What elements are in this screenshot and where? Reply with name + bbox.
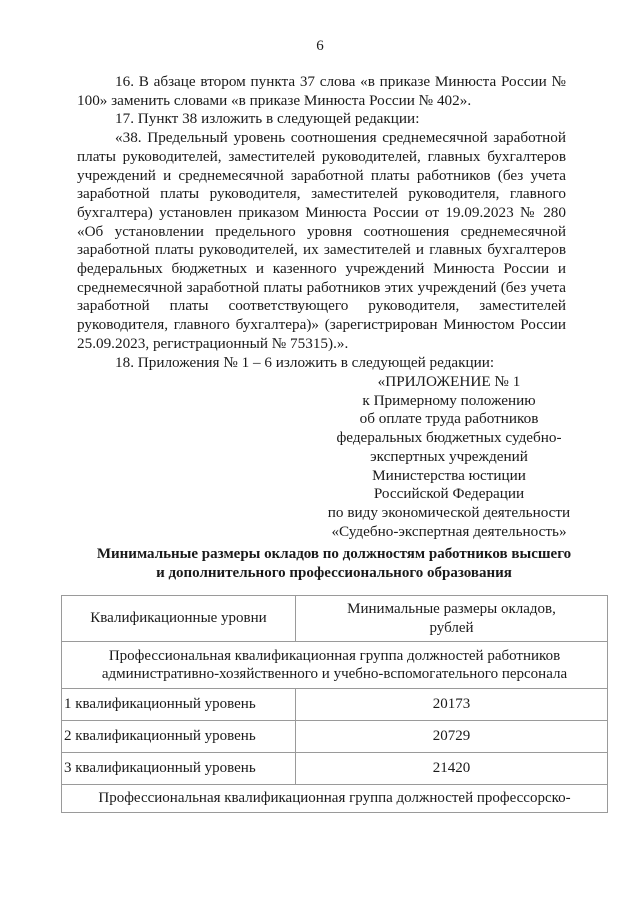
group-row (62, 785, 608, 813)
level-cell: 2 квалификационный уровень (62, 721, 296, 753)
column-header-salary-text: Минимальные размеры окладов, рублей (347, 601, 556, 636)
table-row (62, 689, 608, 721)
salary-cell: 20173 (296, 689, 608, 721)
table-title-line: Минимальные размеры окладов по должностям работников высшего (96, 546, 572, 562)
document-body (77, 73, 566, 372)
group-label: Профессиональная квалификационная группа должностей профессорско- (62, 785, 608, 813)
paragraph-18: 18. Приложения № 1 – 6 изложить в следующей редакции: (115, 353, 495, 371)
column-header-salary (296, 596, 608, 642)
group-label-text: Профессиональная квалификационная группа должностей работников административно-хозяйственного и учебно-вспомогательного персонала (101, 647, 568, 682)
group-label (62, 642, 608, 689)
salary-table (61, 595, 608, 813)
table-title (61, 545, 607, 582)
group-row (62, 642, 608, 689)
appendix-line: по виду экономической деятельности (327, 503, 571, 521)
appendix-line: Российской Федерации (373, 485, 525, 503)
appendix-line: Министерства юстиции (372, 466, 526, 484)
paragraph-16: 16. В абзаце втором пункта 37 слова «в приказе Минюста России № 100» заменить словами «в приказе Минюста России № 402». (77, 73, 566, 109)
appendix-line: федеральных бюджетных судебно- (336, 429, 562, 447)
paragraph-38-quote: «38. Предельный уровень соотношения среднемесячной заработной платы руководителей, заместителей руководителей, главных бухгалтеров учреждений и среднемесячной заработной платы работников (без учета заработной платы руководителя, заместителей руководителя, главного бухгалтера) установлен приказом Минюста России от 19.09.2023 № 280 «Об установлении предельного уровня соотношения среднемесячной заработной платы руководителей, их заместителей и главных бухгалтеров федеральных бюджетных и казенного учреждений Минюста России и среднемесячной заработной платы работников этих учреждений (без учета заработной платы соответствующего руководителя, заместителей руководителя, главного бухгалтера)» (зарегистрирован Минюстом России 25.09.2023, регистрационный № 75315).». (77, 129, 566, 352)
appendix-line: к Примерному положению (362, 391, 536, 409)
appendix-line: «ПРИЛОЖЕНИЕ № 1 (377, 373, 521, 390)
appendix-heading (318, 373, 580, 541)
page-number: 6 (316, 38, 324, 54)
appendix-line: «Судебно-экспертная деятельность» (331, 522, 567, 540)
table-header-row (62, 596, 608, 642)
column-header-levels: Квалификационные уровни (62, 596, 296, 642)
salary-cell: 21420 (296, 753, 608, 785)
level-cell: 1 квалификационный уровень (62, 689, 296, 721)
paragraph-17: 17. Пункт 38 изложить в следующей редакции: (115, 110, 420, 128)
appendix-line: об оплате труда работников (359, 410, 539, 428)
table-row (62, 721, 608, 753)
appendix-line: экспертных учреждений (370, 447, 528, 465)
table-title-line: и дополнительного профессионального образования (156, 564, 512, 581)
table-row (62, 753, 608, 785)
salary-cell: 20729 (296, 721, 608, 753)
level-cell: 3 квалификационный уровень (62, 753, 296, 785)
